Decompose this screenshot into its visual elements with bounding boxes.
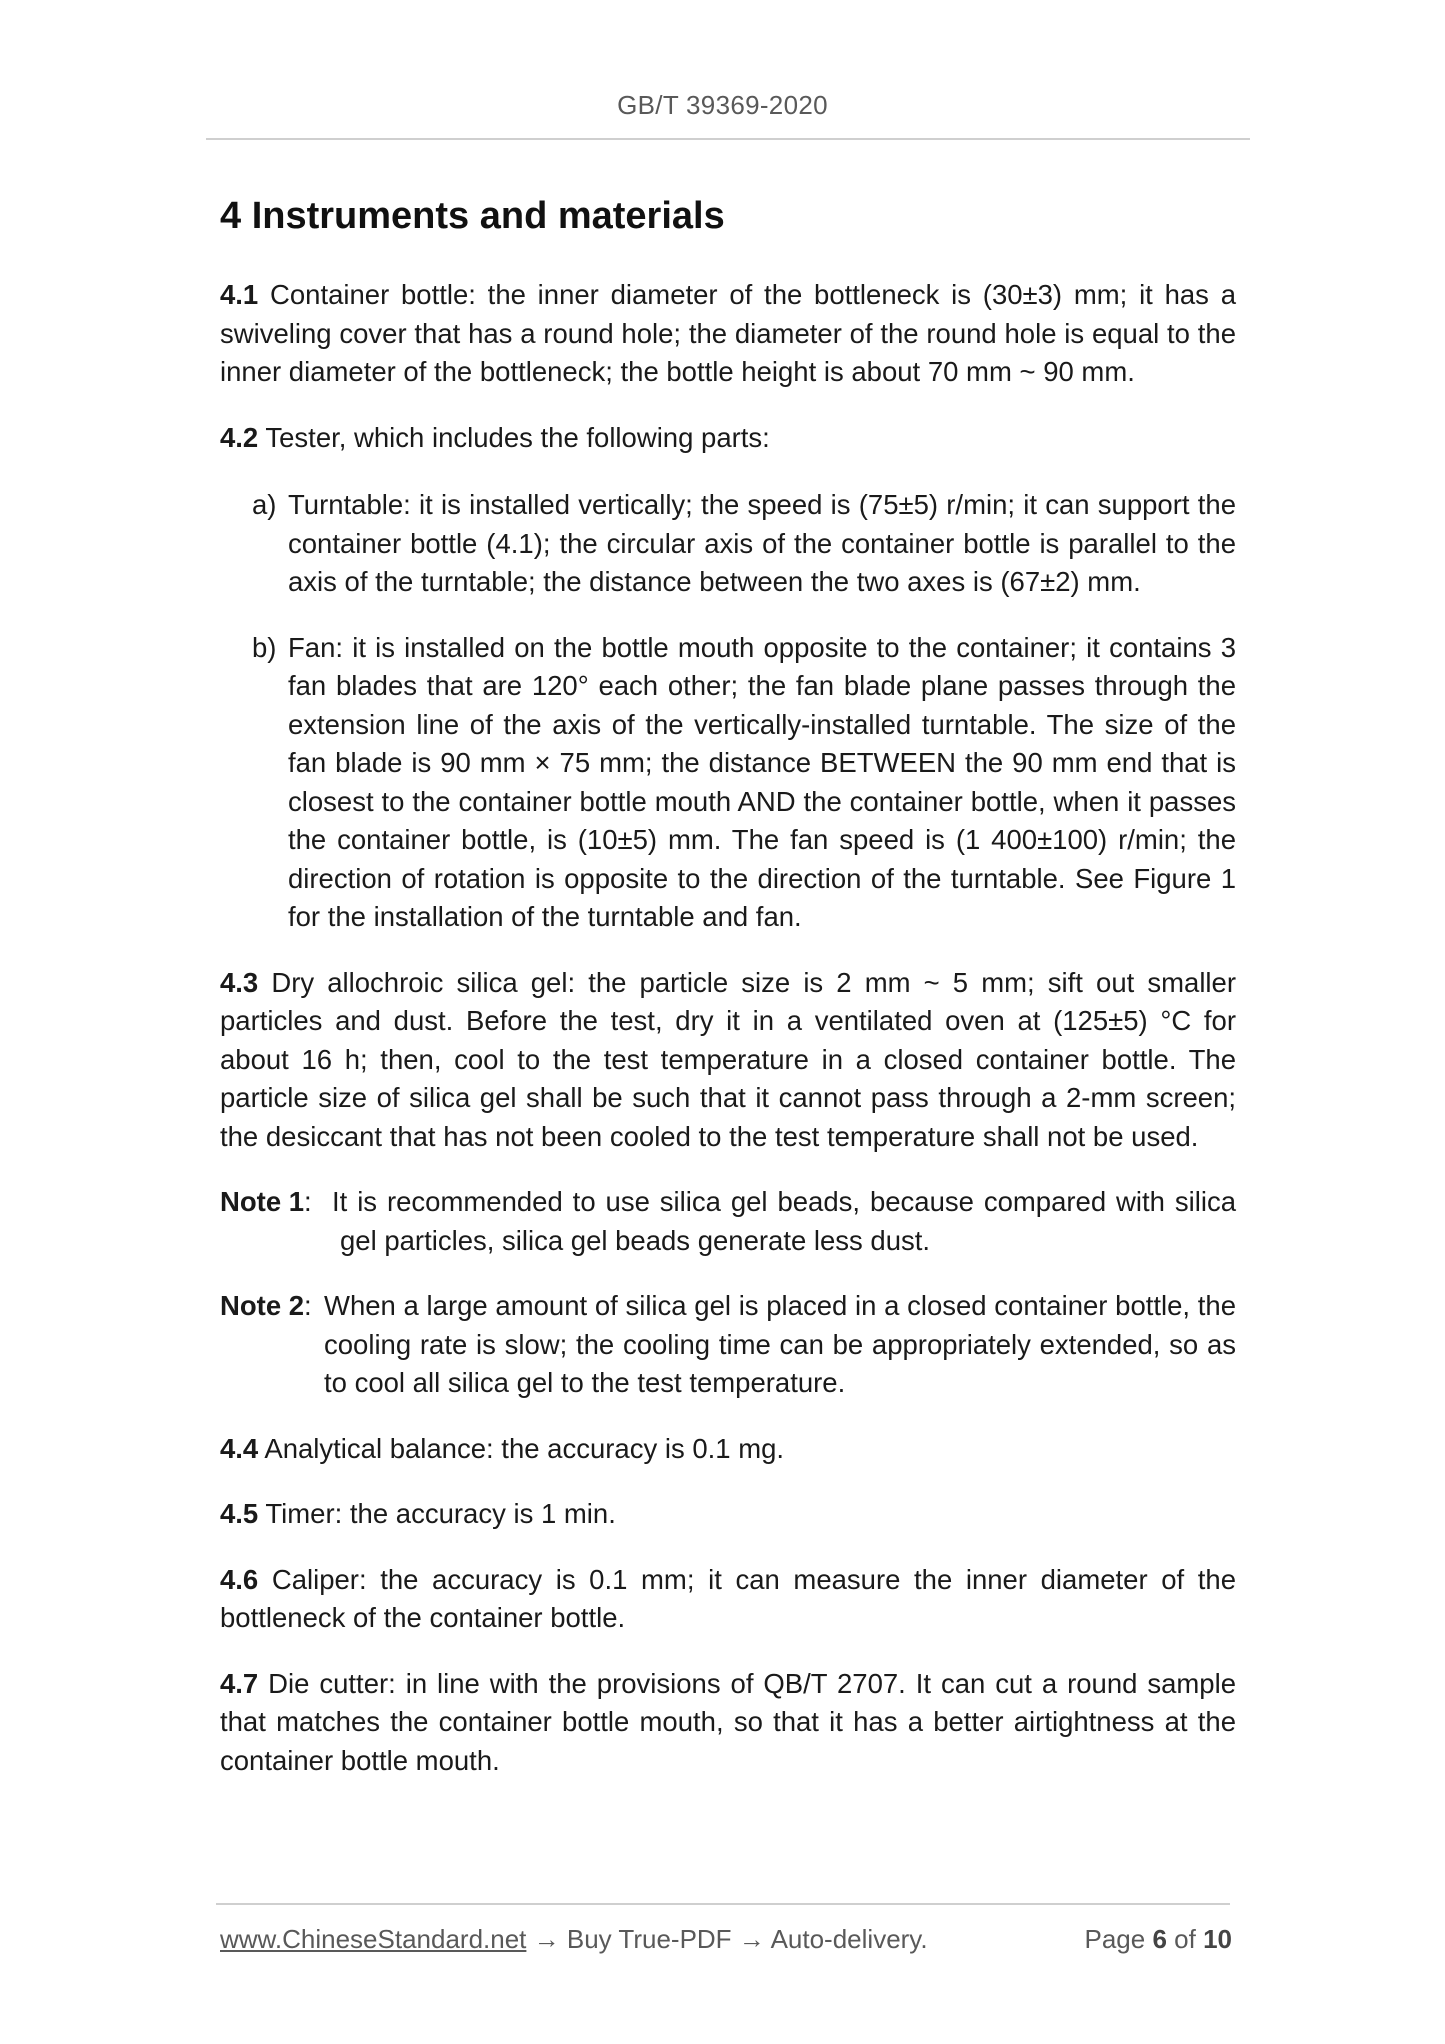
clause-4-2 (220, 419, 1236, 458)
list-item-b (220, 629, 1236, 937)
list-item-text: Turntable: it is installed vertically; the speed is (75±5) r/min; it can support the container bottle (4.1); the circular axis of the container bottle is parallel to the axis of the turntable; the distance between the two axes is (67±2) mm. (288, 489, 1236, 597)
clause-number: 4.7 (220, 1667, 259, 1699)
page-word: Page (1084, 1924, 1146, 1954)
clause-text: Timer: the accuracy is 1 min. (258, 1498, 616, 1529)
page-number (1084, 1924, 1232, 1955)
clause-text: Tester, which includes the following parts: (258, 421, 770, 453)
footer-promo-text: → Buy True-PDF → Auto-delivery. (526, 1924, 928, 1954)
clause-4-6 (220, 1561, 1236, 1638)
section-title: 4 Instruments and materials (220, 195, 725, 237)
clause-4-1 (220, 276, 1236, 392)
clause-text: Die cutter: in line with the provisions of QB/T 2707. It can cut a round sample that matches the container bottle mouth, so that it has a better airtightness at the container bottle mouth. (220, 1667, 1236, 1776)
note-2 (220, 1287, 1236, 1403)
list-item-text: Fan: it is installed on the bottle mouth opposite to the container; it contains 3 fan blades that are 120° each other; the fan blade plane passes through the extension line of the axis of the vertically-installed turntable. The size of the fan blade is 90 mm × 75 mm; the distance BETWEEN the 90 mm end that is closest to the container bottle mouth AND the container bottle, when it passes the container bottle, is (10±5) mm. The fan speed is (1 400±100) r/min; the direction of rotation is opposite to the direction of the turntable. See Figure 1 for the installation of the turntable and fan. (288, 631, 1236, 932)
document-body (220, 180, 1236, 1780)
clause-number: 4.4 (220, 1432, 259, 1464)
page-header-doc-id: GB/T 39369-2020 (617, 90, 828, 120)
clause-text: Analytical balance: the accuracy is 0.1 mg. (258, 1432, 785, 1464)
clause-text: Dry allochroic silica gel: the particle size is 2 mm ~ 5 mm; sift out smaller particles and dust. Before the test, dry it in a ventilated oven at (125±5) °C for about 16 h; then, cool to the test temperature in a closed container bottle. The particle size of silica gel shall be such that it cannot pass through a 2-mm screen; the desiccant that has not been cooled to the test temperature shall not be used. (220, 966, 1236, 1152)
current-page-number: 6 (1152, 1924, 1167, 1954)
clause-4-4 (220, 1430, 1236, 1469)
clause-number: 4.1 (220, 279, 259, 310)
clause-text: Caliper: the accuracy is 0.1 mm; it can measure the inner diameter of the bottleneck of the container bottle. (220, 1563, 1236, 1633)
list-marker: b) (252, 631, 277, 663)
of-word: of (1174, 1924, 1196, 1954)
note-label: Note 1: (220, 1186, 312, 1217)
note-text: It is recommended to use silica gel beads, because compared with silica gel particles, silica gel beads generate less dust. (332, 1186, 1236, 1256)
clause-4-5 (220, 1495, 1236, 1534)
clause-number: 4.2 (220, 421, 259, 453)
note-text: When a large amount of silica gel is placed in a closed container bottle, the cooling rate is slow; the cooling time can be appropriately extended, so as to cool all silica gel to the test temperature. (324, 1290, 1236, 1398)
clause-text: Container bottle: the inner diameter of the bottleneck is (30±3) mm; it has a swiveling cover that has a round hole; the diameter of the round hole is equal to the inner diameter of the bottleneck; the bottle height is about 70 mm ~ 90 mm. (220, 279, 1236, 387)
header-divider (206, 138, 1250, 140)
footer-promo (220, 1924, 928, 1955)
footer-divider (216, 1903, 1230, 1905)
clause-4-3 (220, 964, 1236, 1157)
note-1 (220, 1183, 1236, 1260)
clause-number: 4.5 (220, 1498, 259, 1529)
website-link[interactable]: www.ChineseStandard.net (220, 1924, 527, 1954)
clause-number: 4.6 (220, 1563, 259, 1595)
note-label: Note 2: (220, 1290, 312, 1321)
clause-number: 4.3 (220, 966, 259, 998)
clause-4-7 (220, 1665, 1236, 1781)
list-marker: a) (252, 489, 277, 520)
list-item-a (220, 486, 1236, 602)
total-pages: 10 (1203, 1924, 1232, 1954)
